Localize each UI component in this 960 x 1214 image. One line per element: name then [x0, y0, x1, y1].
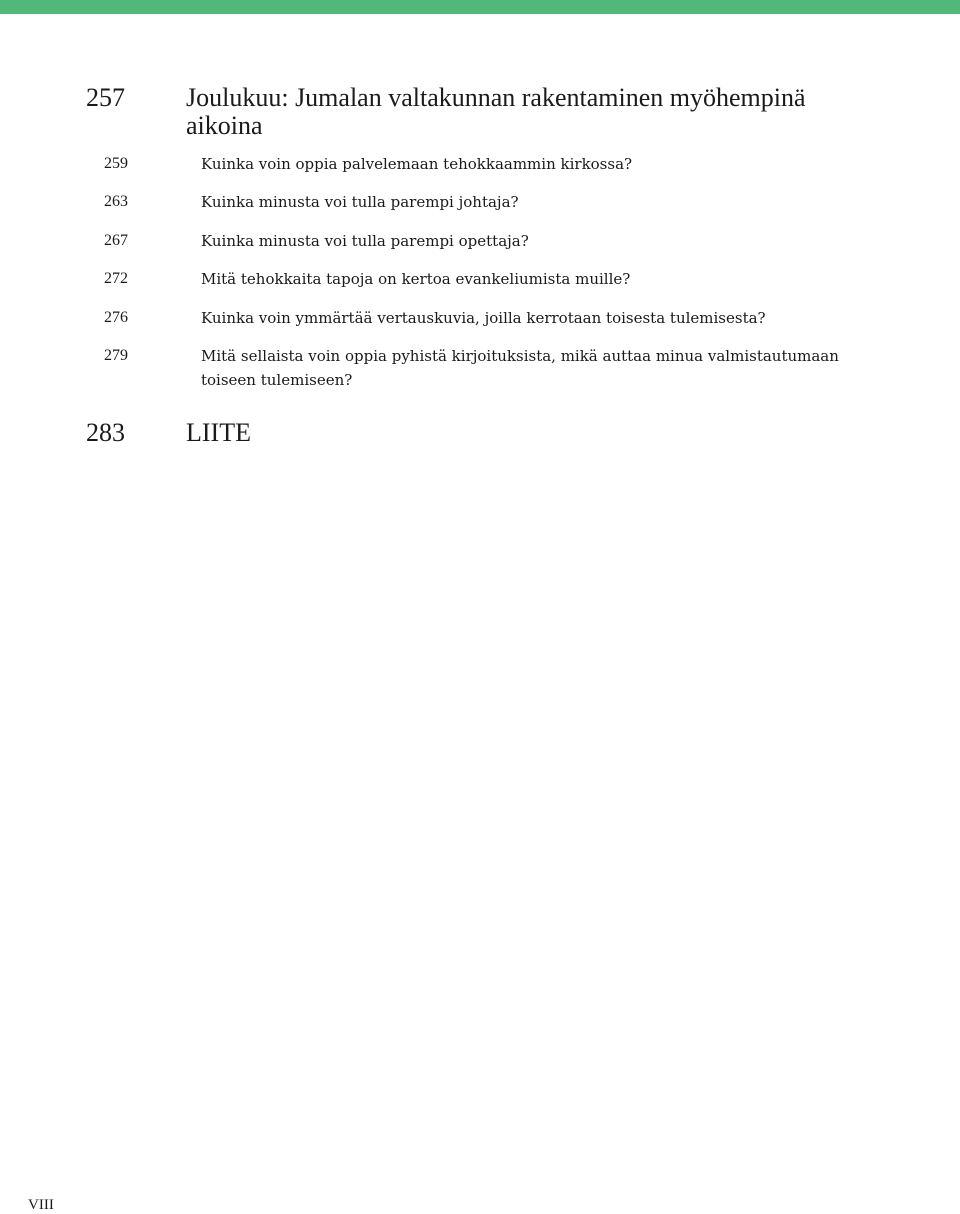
entry-page-number: 259 [104, 155, 128, 172]
entry-page-number: 267 [104, 232, 128, 249]
entry-title: Kuinka voin oppia palvelemaan tehokkaammin kirkossa? [201, 155, 633, 173]
section-title: LIITE [186, 418, 251, 447]
page-folio: VIII [28, 1197, 54, 1213]
entry-page-number: 263 [104, 193, 128, 210]
entry-page-number: 276 [104, 309, 128, 326]
entry-page-number: 272 [104, 270, 128, 287]
section-page-number: 283 [86, 418, 125, 447]
top-accent-bar [0, 0, 960, 14]
section-title: Joulukuu: Jumalan valtakunnan rakentaminen myöhempinä aikoina [186, 83, 806, 140]
entry-page-number: 279 [104, 347, 128, 364]
entry-title: Mitä tehokkaita tapoja on kertoa evankeliumista muille? [201, 270, 631, 288]
section-page-number: 257 [86, 83, 125, 112]
entry-title: Kuinka voin ymmärtää vertauskuvia, joilla kerrotaan toisesta tulemisesta? [201, 309, 766, 327]
entry-title: Mitä sellaista voin oppia pyhistä kirjoituksista, mikä auttaa minua valmistautumaan toiseen tulemiseen? [201, 347, 839, 389]
entry-title: Kuinka minusta voi tulla parempi opettaja? [201, 232, 529, 250]
entry-title: Kuinka minusta voi tulla parempi johtaja? [201, 193, 519, 211]
